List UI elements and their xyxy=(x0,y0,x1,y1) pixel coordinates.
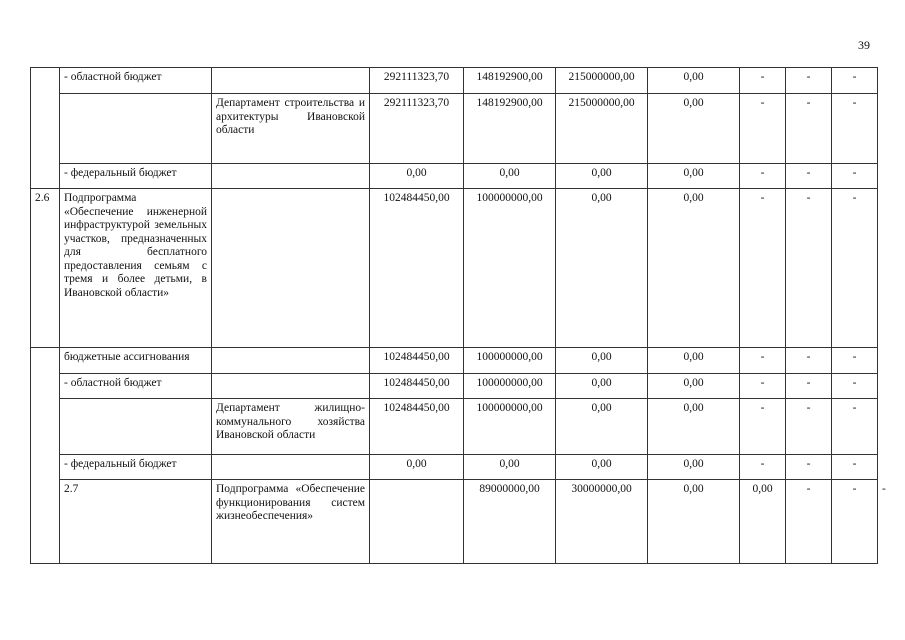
row-value-4: 0,00 xyxy=(648,348,740,374)
table-row xyxy=(31,348,878,374)
row-value-3: 0,00 xyxy=(556,455,648,480)
row-dash-1: - xyxy=(740,374,786,399)
row-name: Подпрограмма «Обеспечение инженерной инфраструктурой земельных участков, предназначенных для бесплатного предоставления семьям с тремя и более детьми, в Ивановской области» xyxy=(60,189,212,348)
table-row xyxy=(31,68,878,94)
row-executor xyxy=(212,374,370,399)
row-value-4: 0,00 xyxy=(648,94,740,164)
row-name: Подпрограмма «Обеспечение функционирования систем жизнеобеспечения» xyxy=(212,480,370,564)
row-value-3: 0,00 xyxy=(556,399,648,455)
row-executor xyxy=(212,164,370,189)
table-row xyxy=(31,189,878,348)
row-value-1: 102484450,00 xyxy=(370,399,464,455)
row-executor xyxy=(370,480,464,564)
row-dash-1: - xyxy=(786,480,832,564)
row-value-4: 0,00 xyxy=(648,374,740,399)
row-value-1: 89000000,00 xyxy=(464,480,556,564)
row-value-1: 102484450,00 xyxy=(370,348,464,374)
row-dash-3: - xyxy=(832,399,878,455)
page-number: 39 xyxy=(858,38,870,52)
row-value-1: 0,00 xyxy=(370,164,464,189)
row-name: - областной бюджет xyxy=(60,68,212,94)
row-dash-2: - xyxy=(786,94,832,164)
row-dash-3: - xyxy=(832,189,878,348)
row-index: 2.7 xyxy=(60,480,212,564)
row-value-4: 0,00 xyxy=(740,480,786,564)
row-value-4: 0,00 xyxy=(648,455,740,480)
row-index xyxy=(31,348,60,564)
row-name: - федеральный бюджет xyxy=(60,455,212,480)
row-dash-2: - xyxy=(786,68,832,94)
row-value-2: 0,00 xyxy=(464,455,556,480)
row-dash-2: - xyxy=(786,348,832,374)
row-executor xyxy=(212,189,370,348)
row-executor xyxy=(212,348,370,374)
row-value-2: 100000000,00 xyxy=(464,399,556,455)
row-dash-2: - xyxy=(832,480,878,564)
row-value-1: 292111323,70 xyxy=(370,94,464,164)
row-value-1: 0,00 xyxy=(370,455,464,480)
row-name xyxy=(60,399,212,455)
row-value-2: 0,00 xyxy=(464,164,556,189)
row-value-4: 0,00 xyxy=(648,164,740,189)
row-dash-2: - xyxy=(786,399,832,455)
table-row xyxy=(31,399,878,455)
row-value-4: 0,00 xyxy=(648,399,740,455)
row-dash-3: - xyxy=(832,348,878,374)
row-name: - областной бюджет xyxy=(60,374,212,399)
row-value-2: 148192900,00 xyxy=(464,94,556,164)
row-value-2: 100000000,00 xyxy=(464,348,556,374)
row-value-2: 30000000,00 xyxy=(556,480,648,564)
table-row xyxy=(31,455,878,480)
row-value-4: 0,00 xyxy=(648,68,740,94)
row-dash-3: - xyxy=(832,374,878,399)
row-dash-2: - xyxy=(786,455,832,480)
row-index: 2.6 xyxy=(31,189,60,348)
row-value-3: 0,00 xyxy=(556,374,648,399)
row-dash-3: - xyxy=(832,164,878,189)
row-value-4: 0,00 xyxy=(648,189,740,348)
row-value-3: 0,00 xyxy=(556,189,648,348)
row-name: бюджетные ассигнования xyxy=(60,348,212,374)
row-name xyxy=(60,94,212,164)
row-value-2: 100000000,00 xyxy=(464,374,556,399)
row-dash-1: - xyxy=(740,189,786,348)
row-dash-3: - xyxy=(832,455,878,480)
row-dash-2: - xyxy=(786,374,832,399)
row-value-2: 148192900,00 xyxy=(464,68,556,94)
row-dash-2: - xyxy=(786,164,832,189)
budget-table xyxy=(30,67,886,564)
row-dash-1: - xyxy=(740,164,786,189)
row-value-1: 292111323,70 xyxy=(370,68,464,94)
row-dash-1: - xyxy=(740,94,786,164)
table-row xyxy=(31,94,878,164)
row-value-1: 102484450,00 xyxy=(370,374,464,399)
row-dash-1: - xyxy=(740,399,786,455)
row-dash-1: - xyxy=(740,68,786,94)
table-row xyxy=(31,374,878,399)
row-executor: Департамент строительства и архитектуры Ивановской области xyxy=(212,94,370,164)
row-value-3: 215000000,00 xyxy=(556,94,648,164)
row-value-3: 0,00 xyxy=(556,164,648,189)
table-row: 2.7 Подпрограмма «Обеспечение функционирования систем жизнеобеспечения» 89000000,00 30000000,00 0,00 0,00 - - - xyxy=(31,480,878,564)
row-dash-1: - xyxy=(740,455,786,480)
row-dash-3: - xyxy=(832,68,878,94)
row-value-3: 0,00 xyxy=(648,480,740,564)
row-executor xyxy=(212,68,370,94)
row-value-3: 215000000,00 xyxy=(556,68,648,94)
row-value-1: 102484450,00 xyxy=(370,189,464,348)
row-executor: Департамент жилищно-коммунального хозяйства Ивановской области xyxy=(212,399,370,455)
table-row xyxy=(31,164,878,189)
row-name: - федеральный бюджет xyxy=(60,164,212,189)
row-value-3: 0,00 xyxy=(556,348,648,374)
row-executor xyxy=(212,455,370,480)
row-dash-2: - xyxy=(786,189,832,348)
row-dash-3: - xyxy=(832,94,878,164)
row-value-2: 100000000,00 xyxy=(464,189,556,348)
row-index xyxy=(31,68,60,189)
row-dash-1: - xyxy=(740,348,786,374)
